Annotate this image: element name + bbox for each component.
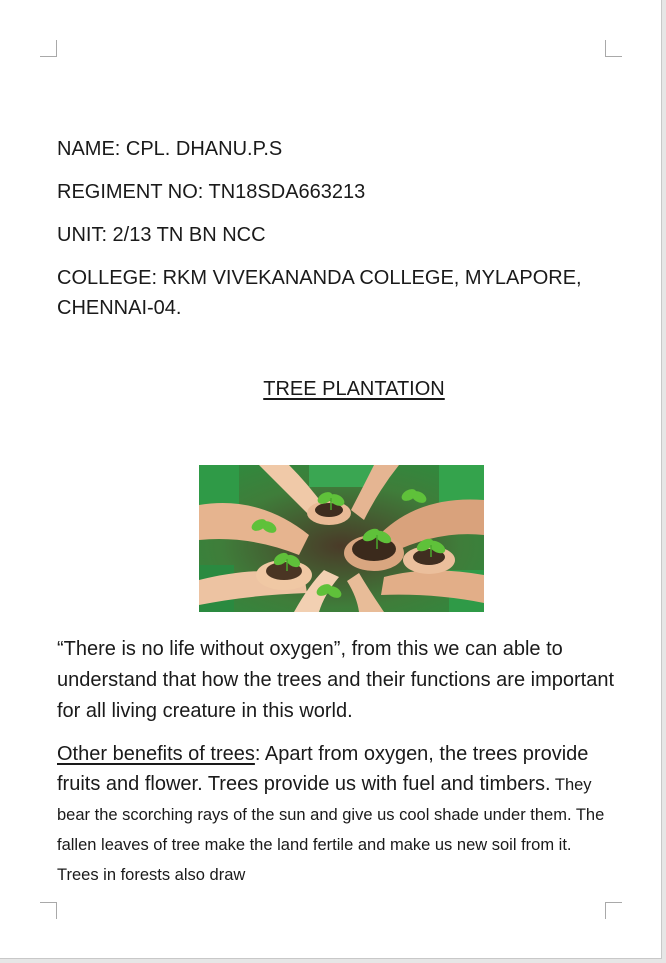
paragraph-oxygen: “There is no life without oxygen”, from this we can able to understand that how the trees and their functions are important for all living creature in this world.: [57, 638, 615, 722]
unit-line: UNIT: 2/13 TN BN NCC: [57, 224, 266, 246]
college-line: COLLEGE: RKM VIVEKANANDA COLLEGE, MYLAPORE, CHENNAI-04.: [57, 267, 582, 319]
student-details: [57, 134, 617, 323]
margin-corner-bottom-right: [605, 902, 622, 919]
margin-corner-top-left: [40, 40, 57, 57]
benefits-lead-text: : Apart from oxygen, the trees provide fruits and flower. Trees provide us with fuel and timbers.: [57, 743, 589, 795]
regiment-line: REGIMENT NO: TN18SDA663213: [57, 181, 366, 203]
hands-holding-seedlings-photo: [199, 465, 484, 612]
benefits-heading: Other benefits of trees: [57, 743, 255, 765]
margin-corner-bottom-left: [40, 902, 57, 919]
name-line: NAME: CPL. DHANU.P.S: [57, 138, 283, 160]
benefits-rest-text: They bear the scorching rays of the sun and give us cool shade under them. The fallen leaves of tree make the land fertile and make us new soil from it. Trees in forests also draw: [57, 776, 605, 884]
paragraph-benefits: [57, 739, 617, 889]
margin-corner-top-right: [605, 40, 622, 57]
document-title: TREE PLANTATION: [263, 378, 445, 400]
